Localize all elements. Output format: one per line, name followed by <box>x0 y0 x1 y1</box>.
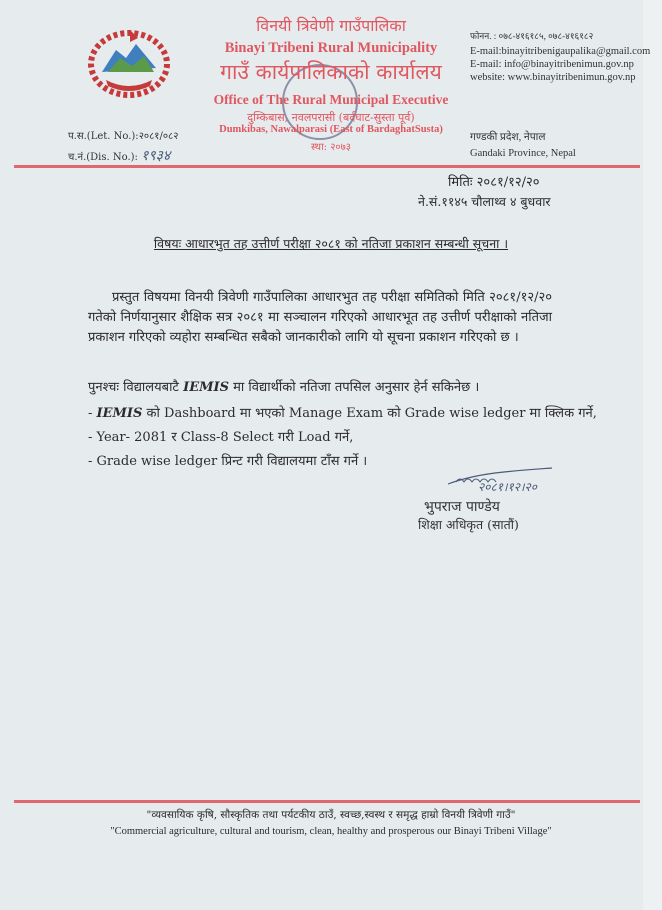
step-1 <box>88 403 597 421</box>
letter-number-value: २०८१/०८२ <box>138 131 179 142</box>
slogan-en: "Commercial agriculture, cultural and tourism, clean, healthy and prosperous our Binayi Tribeni Village" <box>110 826 552 837</box>
letter-number <box>68 128 178 142</box>
municipality-name-en: Binayi Tribeni Rural Municipality <box>224 40 438 56</box>
subject-line <box>0 235 662 252</box>
iemis-label: IEMIS <box>183 380 229 395</box>
step-1-iemis: IEMIS <box>96 406 143 421</box>
website[interactable]: website: www.binayitribenimun.gov.np <box>470 72 636 83</box>
footer-rule <box>14 800 640 803</box>
letter-number-label: प.स.(Let. No.): <box>68 131 139 142</box>
step-2: - Year- 2081 र Class-8 Select गरी Load गर्ने, <box>88 430 354 445</box>
province-en: Gandaki Province, Nepal <box>470 148 576 159</box>
dispatch-number <box>68 146 170 165</box>
subject-text: विषयः आधारभुत तह उत्तीर्ण परीक्षा २०८१ को नतिजा प्रकाशन सम्बन्धी सूचना । <box>153 236 509 251</box>
step-3: - Grade wise ledger प्रिन्ट गरी विद्यालयमा टाँस गर्ने । <box>88 454 368 469</box>
step-1-dash: - <box>88 406 93 421</box>
signature-date: २०८१।१२।२० <box>478 480 538 494</box>
address-en: Dumkibas, Nawalparasi (East of BardaghatSusta) <box>219 124 443 135</box>
postscript-suffix: मा विद्यार्थीको नतिजा तपसिल अनुसार हेर्न सकिनेछ । <box>233 380 480 395</box>
step-1-text: को Dashboard मा भएको Manage Exam को Grade wise ledger मा क्लिक गर्ने, <box>146 406 597 421</box>
municipality-name-np: विनयी त्रिवेणी गाउँपालिका <box>256 16 406 35</box>
address-np: दुम्किबास, नवलपरासी (बर्दघाट-सुस्ता पूर्व) <box>247 111 415 124</box>
phone-numbers: फोनन. : ०७८-४१६१८५, ०७८-४१६१८२ <box>470 31 594 41</box>
office-name-np: गाउँ कार्यपालिकाको कार्यालय <box>220 60 442 84</box>
paper-edge <box>643 0 662 910</box>
office-name-en: Office of The Rural Municipal Executive <box>213 92 449 107</box>
province-np: गण्डकी प्रदेश, नेपाल <box>470 132 546 143</box>
postscript-prefix: पुनश्चः विद्यालयबाटै <box>88 380 179 395</box>
body-paragraph: प्रस्तुत विषयमा विनयी त्रिवेणी गाउँपालिका आधारभुत तह परीक्षा समितिको मिति २०८१/१२/२० गतेको निर्णयानुसार शैक्षिक सत्र २०८१ मा सञ्चालन गरिएको आधारभूत तह उत्तीर्ण परीक्षाको नतिजा प्रकाशन गरिएको व्यहोरा सम्बन्धित सबैको जानकारीको लागि यो सूचना प्रकाशन गरिएको छ । <box>88 290 552 345</box>
date-bs: मितिः २०८१/१२/२० <box>448 175 540 190</box>
email-official[interactable]: E-mail: info@binayitribenimun.gov.np <box>470 59 634 70</box>
postscript-line <box>88 377 479 395</box>
notice-body <box>88 288 552 348</box>
signatory-title: शिक्षा अधिकृत (सातौं) <box>418 517 519 532</box>
header-rule <box>14 165 640 168</box>
dispatch-number-value: १९३४ <box>141 147 171 163</box>
established-year: स्था: २०७३ <box>310 142 352 153</box>
date-ns: ने.सं.११४५ चौलाथ्व ४ बुधवार <box>418 194 551 209</box>
slogan-np: "व्यवसायिक कृषि, सौस्कृतिक तथा पर्यटकीय ठाउँ, स्वच्छ,स्वस्थ र समृद्ध हाम्रो विनयी त्रिवेणी गाउँ" <box>146 809 516 821</box>
email-gmail[interactable]: E-mail:binayitribenigaupalika@gmail.com <box>470 46 651 57</box>
signatory-name: भुपराज पाण्डेय <box>424 499 500 515</box>
dispatch-number-label: च.नं.(Dis. No.): <box>68 152 138 163</box>
